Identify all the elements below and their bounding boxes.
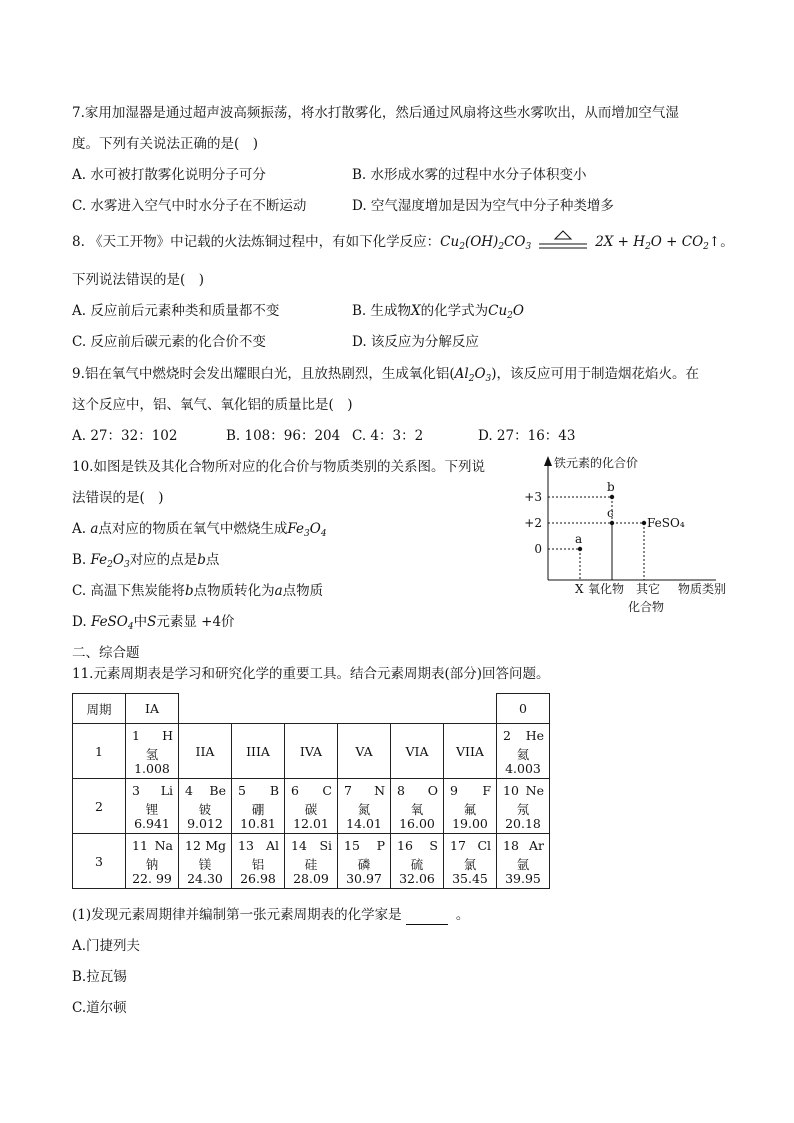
element-symbol: Cl xyxy=(477,838,491,853)
q9-option-c: C. 4：3：2 xyxy=(352,428,424,444)
y-tick-label: 0 xyxy=(534,542,542,556)
atomic-number: 9 xyxy=(450,783,458,798)
element-name: 氩 xyxy=(516,857,530,872)
q10-s-symbol: S xyxy=(147,614,157,630)
element-cell xyxy=(126,724,179,779)
q9-stem-part-b: )，该反应可用于制造烟花焰火。在 xyxy=(491,366,700,382)
period-header: 周期 xyxy=(73,694,126,724)
data-point xyxy=(642,521,646,525)
period-3-label: 3 xyxy=(73,834,126,889)
element-cell xyxy=(391,779,444,834)
periodic-table xyxy=(72,693,550,889)
atomic-number: 1 xyxy=(132,728,140,743)
q7-stem-line2: 度。下列有关说法正确的是( ) xyxy=(72,136,259,152)
q10-feso4-formula: FeSO$_4$ xyxy=(90,614,134,632)
element-cell xyxy=(391,834,444,889)
element-symbol: S xyxy=(429,838,438,853)
q11-sub1 xyxy=(72,905,469,925)
atomic-mass: 32.06 xyxy=(399,871,435,886)
q10-option-a xyxy=(72,519,327,544)
atomic-mass: 14.01 xyxy=(346,816,382,831)
atomic-number: 2 xyxy=(503,728,511,743)
q7-option-a: A. 水可被打散雾化说明分子可分 xyxy=(72,167,266,183)
atomic-mass: 19.00 xyxy=(452,816,488,831)
atomic-mass: 30.97 xyxy=(346,871,382,886)
element-name: 氢 xyxy=(145,747,159,762)
q11-option-b: B.拉瓦锡 xyxy=(72,969,127,985)
group-ia-header: IA xyxy=(126,694,179,724)
y-tick-label: +3 xyxy=(524,490,542,504)
q10-option-b: B. $Fe_2O_3$对应的点是b点 xyxy=(72,552,220,570)
element-cell xyxy=(338,779,391,834)
q7-stem-line1: 7.家用加湿器是通过超声波高频振荡，将水打散雾化，然后通过风扇将这些水雾吹出，从而增加空气湿 xyxy=(72,105,679,121)
element-cell xyxy=(497,779,550,834)
q8-option-a: A. 反应前后元素种类和质量都不变 xyxy=(72,303,280,319)
element-symbol: Ne xyxy=(525,783,544,798)
q8-stem-prefix: 8. 《天工开物》中记载的火法炼铜过程中，有如下化学反应： xyxy=(72,234,441,250)
element-name: 铝 xyxy=(251,857,265,872)
element-cell xyxy=(232,834,285,889)
atomic-number: 14 xyxy=(291,838,307,853)
atomic-mass: 28.09 xyxy=(293,871,329,886)
element-symbol: Ar xyxy=(528,838,544,853)
element-name: 碳 xyxy=(304,802,318,817)
q9-stem-line2: 这个反应中，铝、氧气、氧化铝的质量比是( ) xyxy=(72,397,353,413)
q10-option-d: D. FeSO$_4$中S元素显 +4价 xyxy=(72,614,235,632)
q10-option-d-mid: 中 xyxy=(133,614,148,630)
q10-option-a-prefix: A. xyxy=(72,521,91,537)
point-label: a xyxy=(575,532,583,546)
element-name: 氟 xyxy=(463,802,477,817)
y-axis-label: 铁元素的化合价 xyxy=(554,456,639,470)
y-axis-arrow-icon xyxy=(544,456,552,466)
q11-option-a: A.门捷列夫 xyxy=(72,938,141,954)
x-category-label: 氧化物 xyxy=(588,582,625,596)
q9-option-b: B. 108：96：204 xyxy=(226,428,341,444)
atomic-number: 7 xyxy=(344,783,352,798)
q10-option-b-suffix: 点 xyxy=(205,552,220,568)
element-name: 硫 xyxy=(410,857,424,872)
atomic-number: 10 xyxy=(503,783,519,798)
element-cell xyxy=(179,779,232,834)
atomic-mass: 24.30 xyxy=(187,871,223,886)
atomic-number: 17 xyxy=(450,838,466,853)
element-symbol: Mg xyxy=(205,838,226,853)
q8-option-b xyxy=(352,301,524,326)
element-name: 镁 xyxy=(198,857,212,872)
atomic-mass: 4.003 xyxy=(505,761,541,776)
q9-option-a: A. 27：32：102 xyxy=(72,428,178,444)
atomic-mass: 9.012 xyxy=(187,816,223,831)
element-symbol: P xyxy=(376,838,385,853)
group-0-header: 0 xyxy=(497,694,550,724)
element-cell xyxy=(497,724,550,779)
atomic-number: 18 xyxy=(503,838,519,853)
element-name: 氦 xyxy=(516,747,530,762)
group-iiia-header: IIIA xyxy=(232,724,285,779)
q10-point-a-ref: a xyxy=(274,583,283,599)
q8-x-symbol: X xyxy=(411,303,421,319)
q8-reactant: $Cu_2(OH)_2CO_3$ xyxy=(440,234,532,252)
element-symbol: Li xyxy=(160,783,173,798)
atomic-mass: 6.941 xyxy=(134,816,170,831)
group-iva-header: IVA xyxy=(285,724,338,779)
element-name: 磷 xyxy=(357,857,371,872)
atomic-mass: 16.00 xyxy=(399,816,435,831)
section-heading: 二、综合题 xyxy=(72,645,140,661)
q10-option-c-mid: 点物质转化为 xyxy=(193,583,275,599)
element-name: 氧 xyxy=(410,802,424,817)
q8-stem-line1 xyxy=(72,232,734,257)
x-category-label: X xyxy=(575,582,584,596)
q7-option-b: B. 水形成水雾的过程中水分子体积变小 xyxy=(352,167,587,183)
q8-option-b-prefix: B. 生成物 xyxy=(352,303,412,319)
valence-category-chart xyxy=(510,452,740,622)
atomic-number: 4 xyxy=(185,783,193,798)
q10-option-a-text: 点对应的物质在氧气中燃烧生成 xyxy=(98,521,288,537)
element-name: 氖 xyxy=(516,802,530,817)
atomic-mass: 10.81 xyxy=(240,816,276,831)
q10-option-c-suffix: 点物质 xyxy=(282,583,324,599)
element-symbol: He xyxy=(525,728,544,743)
element-cell xyxy=(179,834,232,889)
element-symbol: B xyxy=(269,783,279,798)
q10-stem-line1: 10.如图是铁及其化合物所对应的化合价与物质类别的关系图。下列说 xyxy=(72,459,485,475)
element-name: 硼 xyxy=(251,802,265,817)
atomic-mass: 1.008 xyxy=(134,761,170,776)
element-name: 氮 xyxy=(357,802,371,817)
group-viia-header: VIIA xyxy=(444,724,497,779)
data-point xyxy=(610,495,614,499)
q9-stem-part-a: 9.铝在氧气中燃烧时会发出耀眼白光，且放热剧烈，生成氧化铝( xyxy=(72,366,455,382)
q11-sub1-text: (1)发现元素周期律并编制第一张元素周期表的化学家是 xyxy=(72,907,402,923)
q9-option-d: D. 27：16：43 xyxy=(478,428,576,444)
q10-option-d-suffix: 元素显 +4价 xyxy=(156,614,235,630)
point-label: FeSO₄ xyxy=(647,516,685,530)
element-symbol: H xyxy=(162,728,173,743)
data-point xyxy=(610,521,614,525)
q10-point-b-symbol: b xyxy=(197,552,206,568)
q7-option-d: D. 空气湿度增加是因为空气中分子种类增多 xyxy=(352,198,614,214)
element-symbol: Al xyxy=(265,838,279,853)
q10-fe2o3-formula: $Fe_2O_3$ xyxy=(90,552,130,570)
element-cell xyxy=(126,834,179,889)
atomic-mass: 35.45 xyxy=(452,871,488,886)
element-name: 锂 xyxy=(145,802,159,817)
atomic-mass: 26.98 xyxy=(240,871,276,886)
heat-arrow-icon xyxy=(535,233,591,253)
q10-option-b-text: 对应的点是 xyxy=(129,552,198,568)
element-cell xyxy=(126,779,179,834)
element-cell xyxy=(444,834,497,889)
q9-al2o3-formula: $Al_2O_3$ xyxy=(454,366,492,384)
table-header-gap xyxy=(179,694,497,724)
q8-cu2o-formula: $Cu_2O$ xyxy=(488,303,524,321)
atomic-mass: 12.01 xyxy=(293,816,329,831)
atomic-number: 5 xyxy=(238,783,246,798)
element-cell xyxy=(232,779,285,834)
element-name: 钠 xyxy=(145,857,159,872)
q10-point-b-ref: b xyxy=(184,583,194,599)
period-1-label: 1 xyxy=(73,724,126,779)
atomic-number: 15 xyxy=(344,838,360,853)
q10-option-c xyxy=(72,581,323,601)
element-symbol: N xyxy=(374,783,385,798)
group-via-header: VIA xyxy=(391,724,444,779)
point-label: b xyxy=(607,480,615,494)
x-axis-label: 物质类别 xyxy=(678,582,727,596)
q8-option-c: C. 反应前后碳元素的化合价不变 xyxy=(72,334,266,350)
q10-stem-line2: 法错误的是( ) xyxy=(72,490,164,506)
data-point xyxy=(578,547,582,551)
atomic-number: 12 xyxy=(185,838,201,853)
group-iia-header: IIA xyxy=(179,724,232,779)
q8-option-d: D. 该反应为分解反应 xyxy=(352,334,479,350)
element-cell xyxy=(338,834,391,889)
element-symbol: F xyxy=(482,783,491,798)
q9-stem-line1 xyxy=(72,364,699,389)
atomic-number: 3 xyxy=(132,783,140,798)
element-name: 硅 xyxy=(304,857,318,872)
element-cell xyxy=(285,834,338,889)
element-symbol: Si xyxy=(319,838,332,853)
q11-stem: 11.元素周期表是学习和研究化学的重要工具。结合元素周期表(部分)回答问题。 xyxy=(72,666,550,682)
atomic-mass: 22. 99 xyxy=(132,871,172,886)
q11-sub1-end: 。 xyxy=(451,907,470,923)
period-2-label: 2 xyxy=(73,779,126,834)
element-cell xyxy=(444,779,497,834)
x-category-label: 其它化合物 xyxy=(628,582,665,614)
element-name: 氯 xyxy=(463,857,477,872)
q8-products: $2X + H_2O$ + $CO_2↑$ xyxy=(595,234,721,252)
element-symbol: Be xyxy=(209,783,226,798)
atomic-mass: 20.18 xyxy=(505,816,541,831)
atomic-mass: 39.95 xyxy=(505,871,541,886)
atomic-number: 11 xyxy=(132,838,148,853)
q8-option-b-mid: 的化学式为 xyxy=(420,303,489,319)
element-cell xyxy=(497,834,550,889)
atomic-number: 13 xyxy=(238,838,254,853)
element-symbol: Na xyxy=(154,838,173,853)
element-name: 铍 xyxy=(198,802,212,817)
q11-option-c: C.道尔顿 xyxy=(72,1000,127,1016)
atomic-number: 8 xyxy=(397,783,405,798)
group-va-header: VA xyxy=(338,724,391,779)
atomic-number: 6 xyxy=(291,783,299,798)
answer-blank[interactable] xyxy=(406,910,448,925)
y-tick-label: +2 xyxy=(524,516,542,530)
element-symbol: C xyxy=(322,783,332,798)
point-label: c xyxy=(607,506,614,520)
q10-option-c-prefix: C. 高温下焦炭能将 xyxy=(72,583,185,599)
q7-option-c: C. 水雾进入空气中时水分子在不断运动 xyxy=(72,198,307,214)
element-cell xyxy=(285,779,338,834)
q10-fe3o4-formula: $Fe_3O_4$ xyxy=(287,521,327,539)
element-symbol: O xyxy=(427,783,438,798)
q8-stem-line2: 下列说法错误的是( ) xyxy=(72,272,205,288)
q8-stem-suffix: 。 xyxy=(720,234,734,250)
q10-point-a-symbol: a xyxy=(90,521,99,537)
atomic-number: 16 xyxy=(397,838,413,853)
